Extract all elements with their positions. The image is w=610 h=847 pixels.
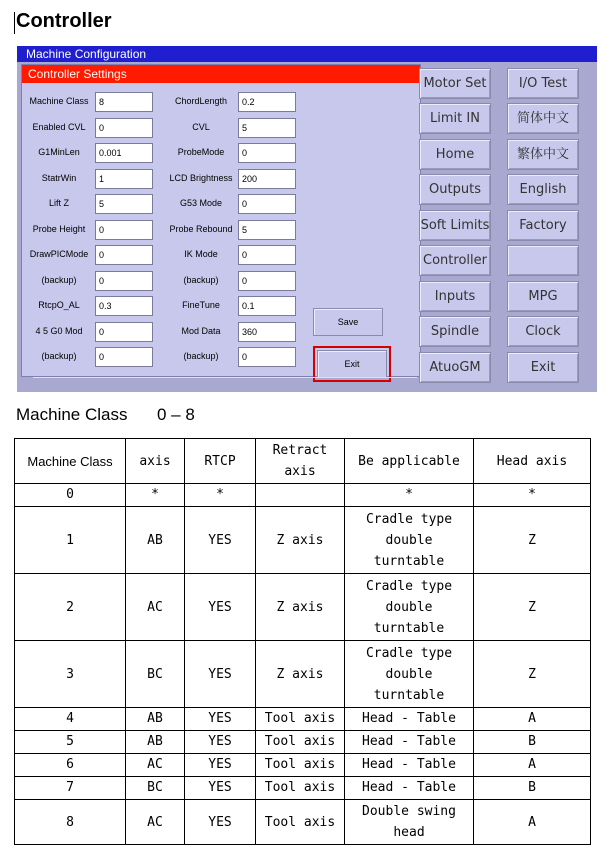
field-label-right: Probe Rebound (169, 224, 233, 234)
dialog-divider (33, 377, 417, 378)
side-button[interactable]: AtuoGM (419, 352, 491, 383)
table-cell: 4 (15, 708, 126, 731)
field-input-left[interactable]: 8 (95, 92, 153, 112)
field-input-right[interactable]: 0 (238, 347, 296, 367)
side-button[interactable]: 繁体中文 (507, 139, 579, 170)
table-cell: YES (185, 800, 256, 845)
table-row (15, 507, 591, 574)
table-cell: 3 (15, 641, 126, 708)
table-cell: Tool axis (256, 754, 345, 777)
field-label-left: StatrWin (41, 173, 77, 183)
machine-configuration-window (17, 46, 597, 392)
field-input-left[interactable]: 0 (95, 347, 153, 367)
side-button[interactable]: Outputs (419, 174, 491, 205)
table-header-row (15, 439, 591, 484)
side-button[interactable]: Home (419, 139, 491, 170)
field-input-right[interactable]: 5 (238, 118, 296, 138)
table-cell: B (474, 777, 591, 800)
side-button[interactable]: English (507, 174, 579, 205)
side-button[interactable]: 简体中文 (507, 103, 579, 134)
table-cell: BC (126, 777, 185, 800)
field-label-left: Enabled CVL (32, 122, 86, 132)
table-cell: Tool axis (256, 731, 345, 754)
side-button[interactable]: Factory (507, 210, 579, 241)
table-cell: A (474, 754, 591, 777)
table-cell: Head - Table (345, 754, 474, 777)
side-button[interactable]: Spindle (419, 316, 491, 347)
table-cell: Z axis (256, 507, 345, 574)
field-label-left: Probe Height (32, 224, 86, 234)
side-button[interactable]: Motor Set (419, 68, 491, 99)
machine-class-table (14, 438, 591, 845)
field-label-right: CVL (192, 122, 210, 132)
table-row (15, 708, 591, 731)
col-axis: axis (126, 439, 185, 484)
side-button[interactable] (507, 245, 579, 276)
table-cell: Z (474, 507, 591, 574)
col-rtcp: RTCP (185, 439, 256, 484)
field-input-right[interactable]: 0 (238, 143, 296, 163)
table-cell: 5 (15, 731, 126, 754)
field-label-right: G53 Mode (179, 198, 223, 208)
table-cell: Tool axis (256, 708, 345, 731)
table-cell: 2 (15, 574, 126, 641)
table-row (15, 777, 591, 800)
side-button[interactable]: Inputs (419, 281, 491, 312)
col-be-applicable: Be applicable (345, 439, 474, 484)
table-cell: YES (185, 641, 256, 708)
exit-button[interactable]: Exit (317, 350, 387, 378)
field-label-right: Mod Data (181, 326, 221, 336)
table-row (15, 641, 591, 708)
side-button[interactable]: Soft Limits (419, 210, 491, 241)
section-range: 0 – 8 (157, 405, 195, 424)
side-button[interactable]: MPG (507, 281, 579, 312)
table-cell: 8 (15, 800, 126, 845)
field-label-left: DrawPICMode (29, 249, 89, 259)
table-cell: A (474, 800, 591, 845)
table-cell: 6 (15, 754, 126, 777)
field-label-right: ProbeMode (177, 147, 225, 157)
field-input-right[interactable]: 0.1 (238, 296, 296, 316)
table-cell: YES (185, 777, 256, 800)
field-input-left[interactable]: 0 (95, 245, 153, 265)
field-label-right: LCD Brightness (169, 173, 233, 183)
side-button[interactable]: I/O Test (507, 68, 579, 99)
save-button[interactable]: Save (313, 308, 383, 336)
field-label-left: (backup) (41, 275, 77, 285)
table-row (15, 574, 591, 641)
table-cell: * (474, 484, 591, 507)
document-title: Controller (16, 10, 112, 32)
table-cell: Head - Table (345, 708, 474, 731)
dialog-titlebar: Controller Settings (22, 65, 420, 83)
table-cell: YES (185, 731, 256, 754)
field-label-left: 4 5 G0 Mod (35, 326, 83, 336)
table-cell: A (474, 708, 591, 731)
table-cell: Z axis (256, 574, 345, 641)
field-input-left[interactable]: 0 (95, 220, 153, 240)
table-cell: 1 (15, 507, 126, 574)
table-cell: Z axis (256, 641, 345, 708)
table-cell: Tool axis (256, 800, 345, 845)
text-cursor (14, 12, 15, 34)
table-cell: * (185, 484, 256, 507)
field-label-left: Lift Z (48, 198, 69, 208)
table-cell: Cradle type double turntable (345, 574, 474, 641)
col-retract-axis: Retract axis (256, 439, 345, 484)
field-input-left[interactable]: 0 (95, 322, 153, 342)
window-titlebar: Machine Configuration (17, 46, 597, 62)
table-cell: 7 (15, 777, 126, 800)
field-input-right[interactable]: 0 (238, 271, 296, 291)
col-head-axis: Head axis (474, 439, 591, 484)
field-input-left[interactable]: 0 (95, 271, 153, 291)
field-label-left: G1MinLen (38, 147, 80, 157)
field-input-left[interactable]: 1 (95, 169, 153, 189)
table-cell: Tool axis (256, 777, 345, 800)
table-row (15, 731, 591, 754)
field-input-right[interactable]: 0 (238, 245, 296, 265)
table-cell: Cradle type double turntable (345, 507, 474, 574)
field-input-left[interactable]: 0 (95, 118, 153, 138)
side-button[interactable]: Controller (419, 245, 491, 276)
field-label-right: FineTune (182, 300, 220, 310)
table-cell: AC (126, 574, 185, 641)
table-cell: Z (474, 574, 591, 641)
table-cell: AB (126, 731, 185, 754)
controller-settings-dialog (21, 64, 421, 377)
table-cell: BC (126, 641, 185, 708)
table-row (15, 484, 591, 507)
table-cell: AB (126, 708, 185, 731)
side-button[interactable]: Exit (507, 352, 579, 383)
table-cell: Head - Table (345, 777, 474, 800)
table-cell: Double swing head (345, 800, 474, 845)
table-cell: AB (126, 507, 185, 574)
table-row (15, 754, 591, 777)
field-input-right[interactable]: 360 (238, 322, 296, 342)
field-label-left: Machine Class (29, 96, 89, 106)
table-row (15, 800, 591, 845)
field-input-right[interactable]: 0.2 (238, 92, 296, 112)
table-cell: AC (126, 800, 185, 845)
table-cell: YES (185, 708, 256, 731)
field-label-right: IK Mode (184, 249, 218, 259)
field-input-right[interactable]: 5 (238, 220, 296, 240)
field-label-right: (backup) (183, 351, 219, 361)
table-cell: 0 (15, 484, 126, 507)
table-cell: * (345, 484, 474, 507)
side-button[interactable]: Limit IN (419, 103, 491, 134)
field-input-left[interactable]: 0.001 (95, 143, 153, 163)
field-label-left: (backup) (41, 351, 77, 361)
field-label-right: ChordLength (174, 96, 228, 106)
table-cell: YES (185, 754, 256, 777)
field-input-left[interactable]: 5 (95, 194, 153, 214)
field-input-right[interactable]: 200 (238, 169, 296, 189)
table-cell: YES (185, 574, 256, 641)
field-label-left: RtcpO_AL (38, 300, 80, 310)
table-cell: Cradle type double turntable (345, 641, 474, 708)
table-cell: Head - Table (345, 731, 474, 754)
table-cell: YES (185, 507, 256, 574)
side-button[interactable]: Clock (507, 316, 579, 347)
table-cell (256, 484, 345, 507)
section-label: Machine Class (16, 405, 128, 424)
table-cell: B (474, 731, 591, 754)
table-cell: AC (126, 754, 185, 777)
col-machine-class: Machine Class (15, 439, 126, 484)
table-cell: * (126, 484, 185, 507)
field-input-left[interactable]: 0.3 (95, 296, 153, 316)
field-input-right[interactable]: 0 (238, 194, 296, 214)
field-label-right: (backup) (183, 275, 219, 285)
table-cell: Z (474, 641, 591, 708)
